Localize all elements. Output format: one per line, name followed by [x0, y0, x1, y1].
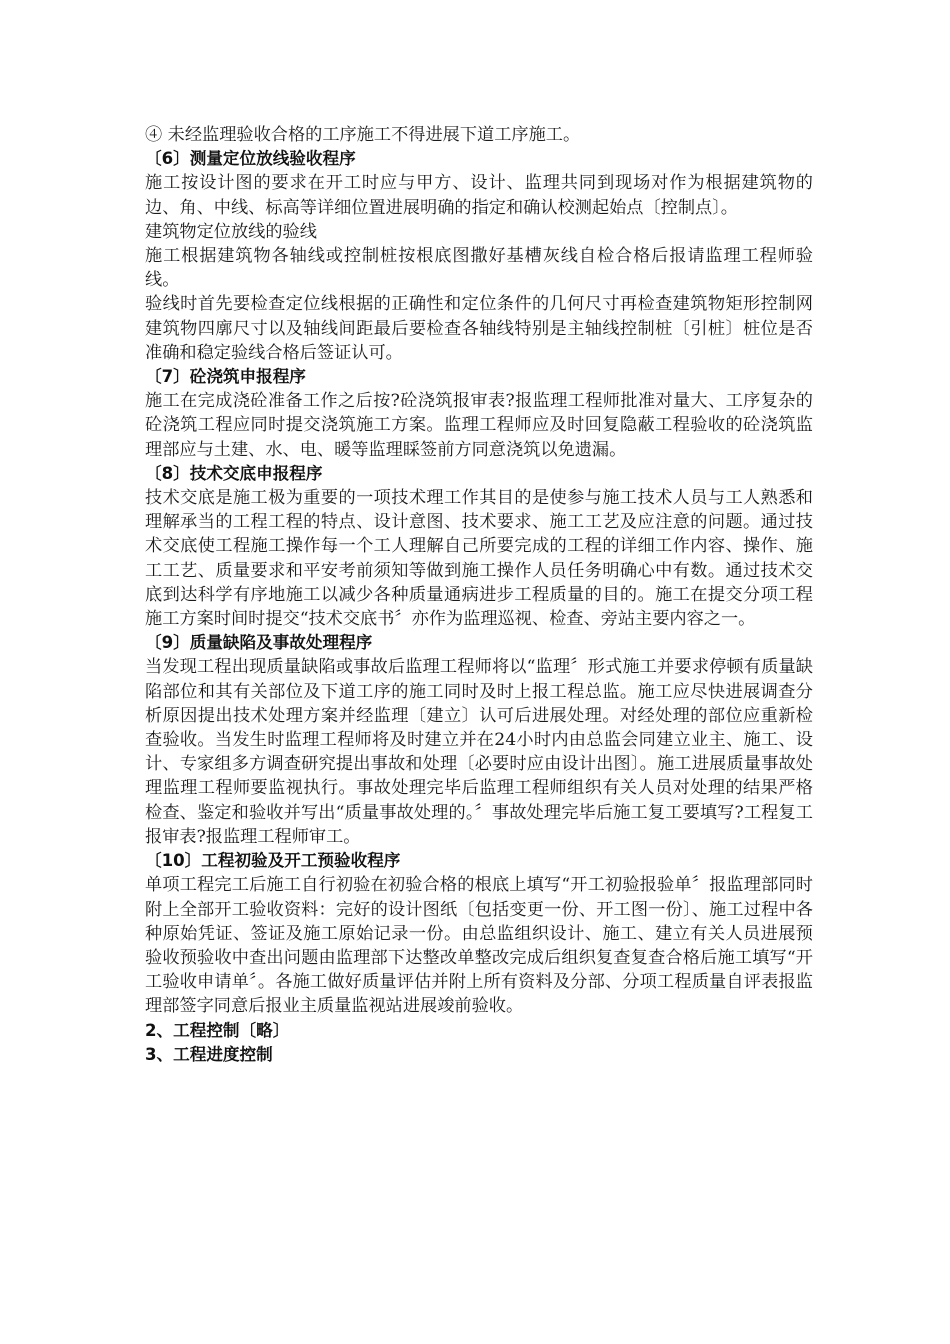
section-heading-schedule-control: 3、工程进度控制 [145, 1044, 273, 1064]
section-heading-8: 〔8〕技术交底申报程序 [145, 463, 323, 483]
section-heading-project-control: 2、工程控制〔略〕 [145, 1020, 290, 1040]
paragraph-quality-defect: 当发现工程出现质量缺陷或事故后监理工程师将以“监理〞形式施工并要求停顿有质量缺陷部位和其有关部位及下道工序的施工同时及时上报工程总监。施工应尽快进展调查分析原因提出技术处理方案并经监理〔建立〕认可后进展处理。对经处理的部位应重新检查验收。当发生时监理工程师将及时建立并在24小时内由总监会同建立业主、施工、设计、专家组多方调查研究提出事故和处理〔必要时应由设计出图〕。施工进展质量事故处理监理工程师要监视执行。事故处理完毕后监理工程师组织有关人员对处理的结果严格检查、鉴定和验收并写出“质量事故处理的。〞事故处理完毕后施工复工要填写?工程复工报审表?报监理工程师审工。 [145, 657, 813, 847]
paragraph-item-4: ④ 未经监理验收合格的工序施工不得进展下道工序施工。 [145, 125, 581, 145]
section-heading-9: 〔9〕质量缺陷及事故处理程序 [145, 633, 373, 653]
paragraph-axis-check: 施工根据建筑物各轴线或控制桩按根底图撒好基槽灰线自检合格后报请监理工程师验线。 [145, 246, 813, 291]
section-heading-10: 〔10〕工程初验及开工预验收程序 [145, 851, 401, 871]
paragraph-preliminary-acceptance: 单项工程完工后施工自行初验在初验合格的根底上填写“开工初验报验单〞报监理部同时附上全部开工验收资料：完好的设计图纸〔包括变更一份、开工图一份〕、施工过程中各种原始凭证、签证及施工原始记录一份。由总监组织设计、施工、建立有关人员进展预验收预验收中查出问题由监理部下达整改单整改完成后组织复查复查合格后施工填写“开工验收申请单〞。各施工做好质量评估并附上所有资料及分部、分项工程质量自评表报监理部签字同意后报业主质量监视站进展竣前验收。 [145, 875, 813, 1017]
paragraph-subtitle-line-check: 建筑物定位放线的验线 [145, 221, 317, 242]
paragraph-concrete-pouring: 施工在完成浇砼准备工作之后按?砼浇筑报审表?报监理工程师批准对量大、工序复杂的砼浇筑工程应同时提交浇筑施工方案。监理工程师应及时回复隐蔽工程验收的砼浇筑监理部应与土建、水、电、暖等监理睬签前方同意浇筑以免遗漏。 [145, 391, 813, 460]
section-heading-6: 〔6〕测量定位放线验收程序 [145, 149, 356, 169]
section-heading-7: 〔7〕砼浇筑申报程序 [145, 367, 306, 387]
paragraph-survey-procedure: 施工按设计图的要求在开工时应与甲方、设计、监理共同到现场对作为根据建筑物的边、角、中线、标高等详细位置进展明确的指定和确认校测起始点〔控制点〕。 [145, 173, 813, 218]
document-body [145, 123, 813, 1067]
paragraph-verification: 验线时首先要检查定位线根据的正确性和定位条件的几何尺寸再检查建筑物矩形控制网建筑物四廓尺寸以及轴线间距最后要检查各轴线特别是主轴线控制桩〔引桩〕桩位是否准确和稳定验线合格后签证认可。 [145, 294, 813, 363]
paragraph-technical-briefing: 技术交底是施工极为重要的一项技术理工作其目的是使参与施工技术人员与工人熟悉和理解承当的工程工程的特点、设计意图、技术要求、施工工艺及应注意的问题。通过技术交底使工程施工操作每一个工人理解自己所要完成的工程的详细工作内容、操作、施工工艺、质量要求和平安考前须知等做到施工操作人员任务明确心中有数。通过技术交底到达科学有序地施工以减少各种质量通病进步工程质量的目的。施工在提交分项工程施工方案时间时提交“技术交底书〞亦作为监理巡视、检查、旁站主要内容之一。 [145, 488, 813, 630]
